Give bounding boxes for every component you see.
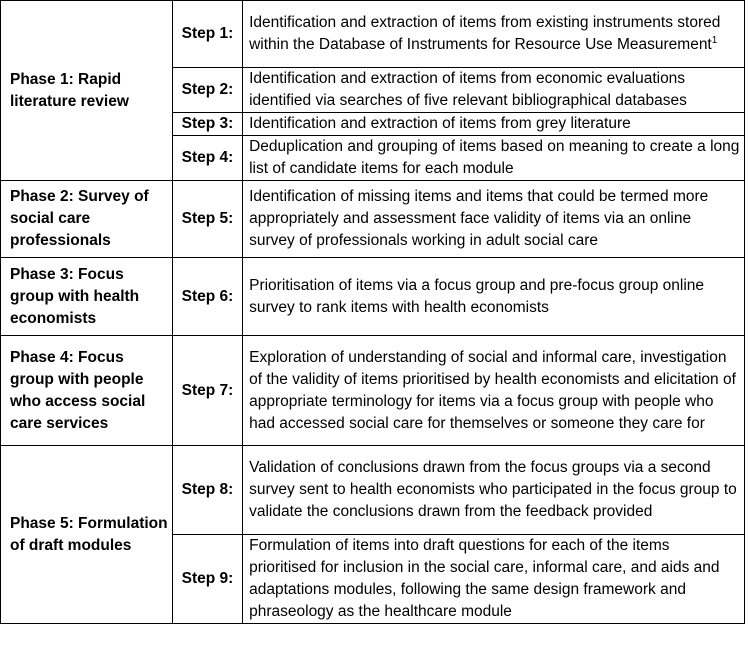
table-row (1, 336, 750, 446)
step-3-label: Step 3: (172, 113, 242, 136)
step-9-description: Formulation of items into draft questions for each of the items prioritised for inclusion in the social care, informal care, and aids and adaptations modules, following the same design framework and phraseology as the healthcare module (243, 535, 745, 624)
phase-3-cell: Phase 3: Focus group with health economists (1, 258, 173, 336)
step-8-description: Validation of conclusions drawn from the focus groups via a second survey sent to health economists who participated in the focus group to validate the conclusions drawn from the feedback provided (243, 446, 745, 535)
step-7-label: Step 7: (172, 336, 242, 446)
table-row (1, 258, 750, 336)
phase-1-cell: Phase 1: Rapid literature review (1, 1, 173, 181)
phase-2-cell: Phase 2: Survey of social care professionals (1, 181, 173, 258)
step-7-description: Exploration of understanding of social and informal care, investigation of the validity of items prioritised by health economists and elicitation of appropriate terminology for items via a focus group with people who had accessed social care for themselves or someone they care for (243, 336, 745, 446)
footnote-marker: 1 (711, 34, 718, 46)
step-3-description: Identification and extraction of items from grey literature (243, 113, 745, 136)
step-6-label: Step 6: (172, 258, 242, 336)
table-row (1, 181, 750, 258)
step-1-label: Step 1: (172, 1, 242, 68)
table-row (1, 446, 750, 535)
step-1-text: Identification and extraction of items from existing instruments stored within the Database of Instruments for Resource Use Measurement (249, 14, 721, 53)
step-2-description: Identification and extraction of items from economic evaluations identified via searches of five relevant bibliographical databases (243, 68, 745, 113)
step-6-description: Prioritisation of items via a focus group and pre-focus group online survey to rank items with health economists (243, 258, 745, 336)
step-5-description: Identification of missing items and items that could be termed more appropriately and assessment face validity of items via an online survey of professionals working in adult social care (243, 181, 745, 258)
step-4-description: Deduplication and grouping of items based on meaning to create a long list of candidate items for each module (243, 136, 745, 181)
phase-4-cell: Phase 4: Focus group with people who access social care services (1, 336, 173, 446)
step-2-label: Step 2: (172, 68, 242, 113)
step-1-description (243, 1, 745, 68)
phase-5-cell: Phase 5: Formulation of draft modules (1, 446, 173, 624)
step-5-label: Step 5: (172, 181, 242, 258)
step-8-label: Step 8: (172, 446, 242, 535)
step-9-label: Step 9: (172, 535, 242, 624)
table-row (1, 1, 750, 68)
step-4-label: Step 4: (172, 136, 242, 181)
